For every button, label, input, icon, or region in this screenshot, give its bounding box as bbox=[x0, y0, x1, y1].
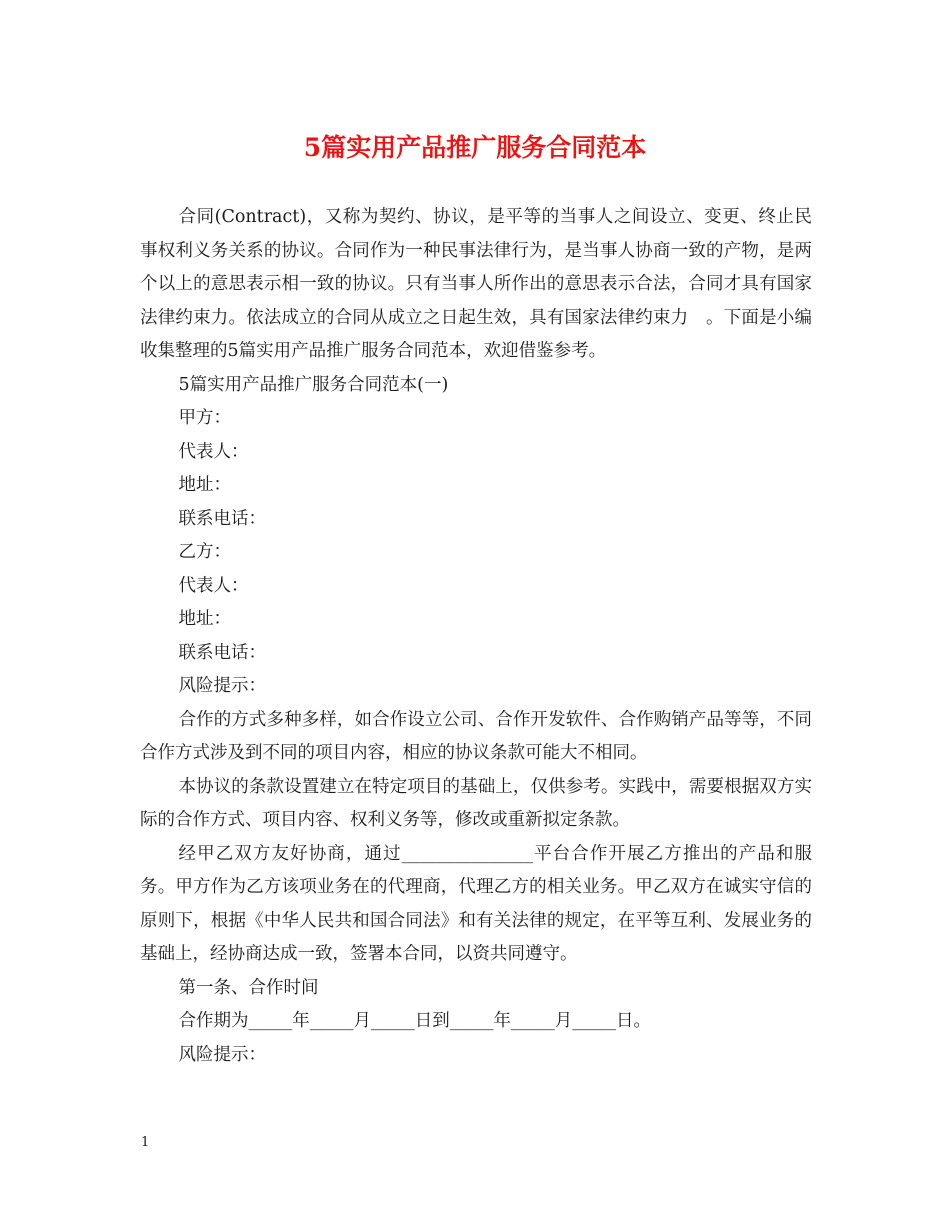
article-one-heading: 第一条、合作时间 bbox=[178, 977, 319, 998]
party-b-representative-label: 代表人： bbox=[178, 575, 249, 596]
agreement-preamble-paragraph: 经甲乙双方友好协商，通过_______________平台合作开展乙方推出的产品和服务。甲方作为乙方该项业务在的代理商，代理乙方的相关业务。甲乙双方在诚实守信的原则下，根据《中华人民共和国合同法》和有关法律的规定，在平等互利、发展业务的基础上，经协商达成一致，签署本合同，以资共同遵守。 bbox=[140, 843, 812, 964]
document-title: 5篇实用产品推广服务合同范本 bbox=[303, 133, 647, 162]
party-b-address-label: 地址： bbox=[178, 609, 231, 629]
intro-paragraph: 合同(Contract)，又称为契约、协议，是平等的当事人之间设立、变更、终止民事权利义务关系的协议。合同作为一种民事法律行为，是当事人协商一致的产物，是两个以上的意思表示相一致的协议。只有当事人所作出的意思表示合法，合同才具有国家法律约束力。依法成立的合同从成立之日起生效，具有国家法律约束力 。下面是小编收集整理的5篇实用产品推广服务合同范本，欢迎借鉴参考。 bbox=[140, 207, 812, 361]
clause-reference-paragraph: 本协议的条款设置建立在特定项目的基础上，仅供参考。实践中，需要根据双方实际的合作方式、项目内容、权利义务等，修改或重新拟定条款。 bbox=[140, 776, 812, 830]
party-a-label: 甲方： bbox=[178, 408, 231, 428]
page-number: 1 bbox=[141, 1135, 150, 1150]
party-a-representative-label: 代表人： bbox=[178, 441, 249, 462]
risk-notice-label: 风险提示： bbox=[178, 676, 266, 696]
party-b-phone-label: 联系电话： bbox=[178, 642, 266, 663]
party-a-address-label: 地址： bbox=[178, 475, 231, 495]
document-body bbox=[140, 201, 812, 1072]
risk-notice-label-2: 风险提示： bbox=[178, 1044, 266, 1065]
party-b-label: 乙方： bbox=[178, 542, 231, 562]
cooperation-methods-paragraph: 合作的方式多种多样，如合作设立公司、合作开发软件、合作购销产品等等，不同合作方式涉及到不同的项目内容，相应的协议条款可能大不相同。 bbox=[140, 709, 812, 763]
section-heading-contract-1: 5篇实用产品推广服务合同范本(一) bbox=[178, 374, 449, 395]
party-a-phone-label: 联系电话： bbox=[178, 508, 266, 529]
cooperation-period-line: 合作期为_____年_____月_____日到_____年_____月_____日。 bbox=[178, 1011, 651, 1031]
